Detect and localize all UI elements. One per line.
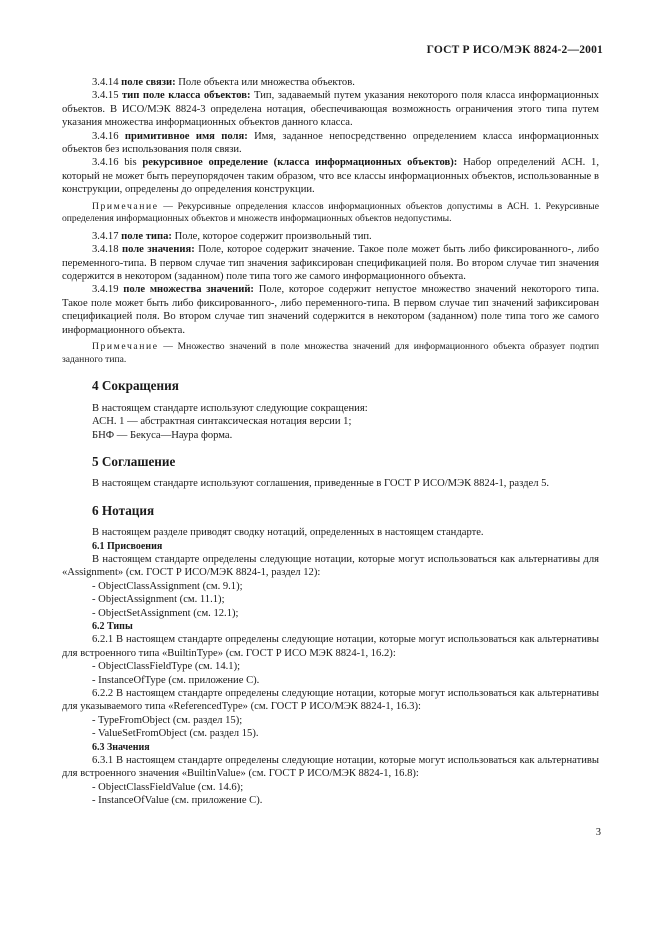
definition-3-4-14: 3.4.14 поле связи: Поле объекта или множества объектов. — [92, 77, 355, 88]
list-item: - ObjectSetAssignment (см. 12.1); — [92, 607, 239, 619]
section-5-title: 5 Соглашение — [92, 453, 176, 469]
section-6-title: 6 Нотация — [92, 502, 155, 518]
subsection-6-1-title: 6.1 Присвоения — [92, 540, 163, 552]
definition-3-4-15: 3.4.15 тип поле класса объектов: Тип, задаваемый путем указания некоторого поля класса информационных объектов. В ИСО/МЭК 8824-3 определена нотация, обеспечивающая возможность ограничения этого типа путем указания множества информационных объектов данного класса. — [62, 90, 599, 129]
subsection-6-3-title: 6.3 Значения — [92, 741, 150, 753]
abbrev-item: БНФ — Бекуса—Наура форма. — [92, 429, 233, 441]
subsection-6-2-title: 6.2 Типы — [92, 620, 133, 632]
note-value-set: Примечание — Множество значений в поле множества значений для информационного объекта образует подтип заданного типа. — [62, 341, 599, 365]
section-4-title: 4 Сокращения — [92, 378, 179, 394]
note-recursive: Примечание — Рекурсивные определения классов информационных объектов допустимы в АСН. 1. Рекурсивные определения информационных объектов и множеств информационных объектов недопустимы. — [62, 200, 599, 225]
running-header: ГОСТ Р ИСО/МЭК 8824-2—2001 — [426, 44, 603, 56]
list-item: - ObjectClassFieldType (см. 14.1); — [92, 661, 241, 673]
list-item: - TypeFromObject (см. раздел 15); — [92, 714, 243, 726]
abbrev-item: АСН. 1 — абстрактная синтаксическая нотация версии 1; — [92, 416, 352, 428]
section-5-text: В настоящем стандарте используют соглашения, приведенные в ГОСТ Р ИСО/МЭК 8824-1, раздел 5. — [92, 478, 550, 490]
paragraph-6-3-1: 6.3.1 В настоящем стандарте определены следующие нотации, которые могут использоваться как альтернативы для встроенного значения «BuiltinValue» (см. ГОСТ Р ИСО/МЭК 8824-1, 16.8): — [62, 755, 599, 780]
list-item: - ValueSetFromObject (см. раздел 15). — [92, 728, 259, 740]
list-item: - ObjectClassFieldValue (см. 14.6); — [92, 781, 244, 793]
definition-3-4-19: 3.4.19 поле множества значений: Поле, которое содержит непустое множество значений некоторого типа. Такое поле может быть либо фиксированного-, либо переменного-типа. В первом случае тип значений зафиксирован спецификацией поля. Во втором случае тип значений содержится в некотором (заданном) поле типа того же самого информационного объекта. — [62, 284, 599, 336]
page-number: 3 — [595, 827, 601, 838]
page-content — [62, 76, 599, 808]
list-item: - InstanceOfValue (см. приложение С). — [92, 795, 263, 807]
section-4-intro: В настоящем стандарте используют следующие сокращения: — [92, 402, 368, 414]
definition-3-4-16-bis: 3.4.16 bis рекурсивное определение (класса информационных объектов): Набор определений АСН. 1, который не может быть переупорядочен таким образом, что все классы информационных объектов, использованные в конструкции, определены до определения конструкции. — [62, 157, 600, 196]
list-item: - ObjectAssignment (см. 11.1); — [92, 594, 225, 606]
definition-3-4-17: 3.4.17 поле типа: Поле, которое содержит произвольный тип. — [92, 230, 372, 242]
definition-3-4-18: 3.4.18 поле значения: Поле, которое содержит значение. Такое поле может быть либо фиксированного-, либо переменного-типа. В первом случае тип значения зафиксирован спецификацией поля. Во втором случае тип значения содержится в некотором (заданном) поле типа того же самого информационного объекта. — [62, 244, 599, 283]
list-item: - ObjectClassAssignment (см. 9.1); — [92, 580, 243, 592]
list-item: - InstanceOfType (см. приложение С). — [92, 674, 260, 686]
paragraph-6-2-2: 6.2.2 В настоящем стандарте определены следующие нотации, которые могут использоваться как альтернативы для указываемого типа «ReferencedType» (см. ГОСТ Р ИСО/МЭК 8824-1, 16.3): — [62, 688, 599, 713]
subsection-6-1-text: В настоящем стандарте определены следующие нотации, которые могут использоваться как альтернативы для «Assignment» (см. ГОСТ Р ИСО/МЭК 8824-1, раздел 12): — [62, 553, 599, 579]
paragraph-6-2-1: 6.2.1 В настоящем стандарте определены следующие нотации, которые могут использоваться как альтернативы для встроенного типа «BuiltinType» (см. ГОСТ Р ИСО МЭК 8824-1, 16.2): — [62, 634, 599, 659]
section-6-intro: В настоящем разделе приводят сводку нотаций, определенных в настоящем стандарте. — [92, 527, 484, 539]
definition-3-4-16: 3.4.16 примитивное имя поля: Имя, заданное непосредственно определением класса информационных объектов без использования поля связи. — [62, 130, 599, 156]
